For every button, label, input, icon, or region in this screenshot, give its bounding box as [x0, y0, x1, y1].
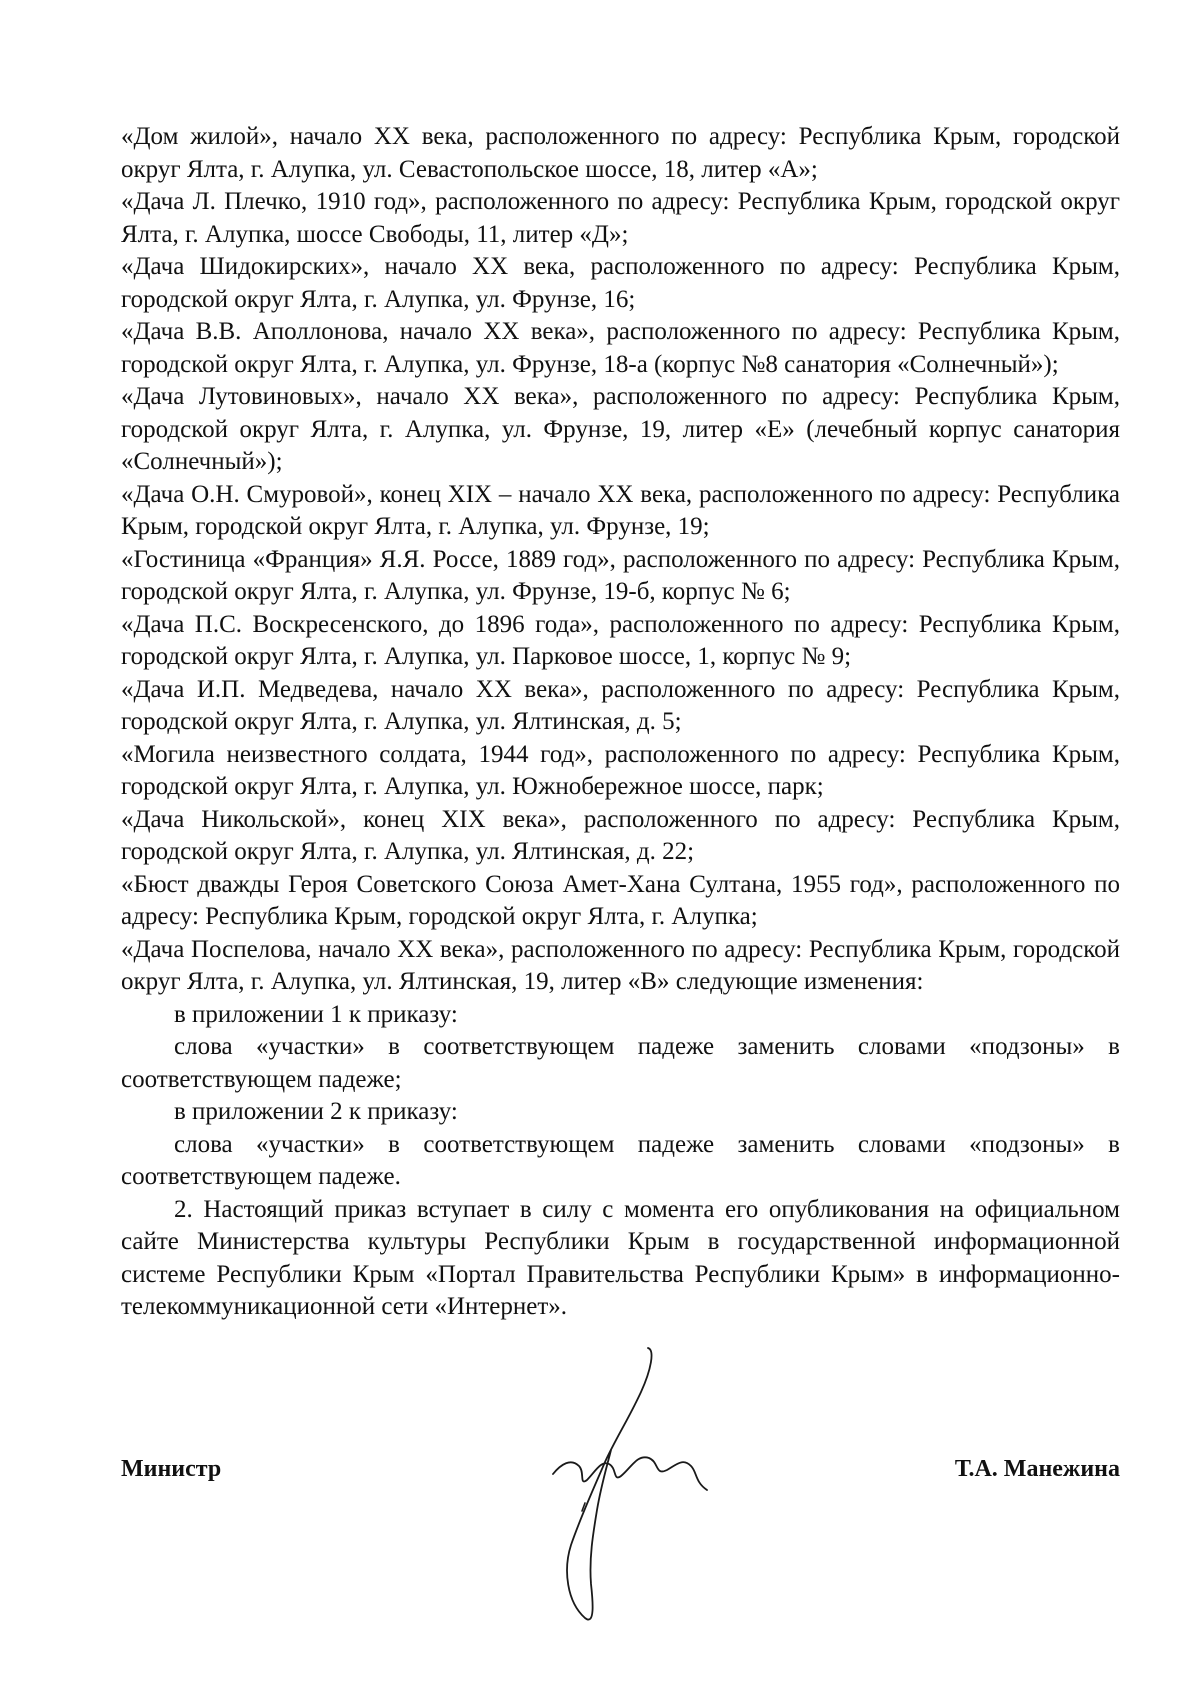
paragraph: «Гостиница «Франция» Я.Я. Россе, 1889 год», расположенного по адресу: Республика Крым, городской округ Ялта, г. Алупка, ул. Фрунзе, 19-б, корпус № 6; [121, 545, 1120, 605]
paragraph: «Дача Никольской», конец XIX века», расположенного по адресу: Республика Крым, городской округ Ялта, г. Алупка, ул. Ялтинская, д. 22; [121, 805, 1120, 865]
paragraph: в приложении 2 к приказу: [174, 1098, 458, 1125]
paragraph: «Дача И.П. Медведева, начало XX века», расположенного по адресу: Республика Крым, городской округ Ялта, г. Алупка, ул. Ялтинская, д. 5; [121, 675, 1120, 735]
signature-stroke-loop [553, 1457, 707, 1490]
paragraph: «Дача Лутовиновых», начало XX века», расположенного по адресу: Республика Крым, городской округ Ялта, г. Алупка, ул. Фрунзе, 19, литер «Е» (лечебный корпус санатория «Солнечный»); [121, 383, 1120, 475]
paragraph: «Дача Шидокирских», начало XX века, расположенного по адресу: Республика Крым, городской округ Ялта, г. Алупка, ул. Фрунзе, 16; [121, 253, 1120, 313]
paragraph: «Бюст дважды Героя Советского Союза Амет-Хана Султана, 1955 год», расположенного по адресу: Республика Крым, городской округ Ялта, г. Алупка; [121, 870, 1120, 930]
paragraph: слова «участки» в соответствующем падеже заменить словами «подзоны» в соответствующем падеже; [121, 1033, 1120, 1093]
paragraph: 2. Настоящий приказ вступает в силу с момента его опубликования на официальном сайте Министерства культуры Республики Крым в государственной информационной системе Республики Крым «Портал Правительства Республики Крым» в информационно-телекоммуникационной сети «Интернет». [121, 1195, 1120, 1320]
paragraph: «Дача П.С. Воскресенского, до 1896 года», расположенного по адресу: Республика Крым, городской округ Ялта, г. Алупка, ул. Парковое шоссе, 1, корпус № 9; [121, 610, 1120, 670]
paragraph: в приложении 1 к приказу: [174, 1000, 458, 1028]
paragraph: «Дача О.Н. Смуровой», конец XIX – начало XX века, расположенного по адресу: Республика Крым, городской округ Ялта, г. Алупка, ул. Фрунзе, 19; [121, 480, 1120, 540]
handwritten-signature [545, 1340, 735, 1640]
paragraph: «Дача Л. Плечко, 1910 год», расположенного по адресу: Республика Крым, городской округ Ялта, г. Алупка, шоссе Свободы, 11, литер «Д»; [121, 188, 1120, 248]
document-body [121, 121, 1120, 1324]
paragraph: «Дом жилой», начало XX века, расположенного по адресу: Республика Крым, городской округ Ялта, г. Алупка, ул. Севастопольское шоссе, 18, литер «А»; [121, 123, 1120, 183]
signature-stroke-main [567, 1348, 651, 1620]
paragraph: «Могила неизвестного солдата, 1944 год», расположенного по адресу: Республика Крым, городской округ Ялта, г. Алупка, ул. Южнобережное шоссе, парк; [121, 740, 1120, 800]
paragraph: «Дача В.В. Аполлонова, начало XX века», расположенного по адресу: Республика Крым, городской округ Ялта, г. Алупка, ул. Фрунзе, 18-а (корпус №8 санатория «Солнечный»); [121, 318, 1120, 378]
paragraph: «Дача Поспелова, начало XX века», расположенного по адресу: Республика Крым, городской округ Ялта, г. Алупка, ул. Ялтинская, 19, литер «В» следующие изменения: [121, 935, 1120, 995]
signatory-title: Министр [121, 1456, 222, 1482]
paragraph: слова «участки» в соответствующем падеже заменить словами «подзоны» в соответствующем падеже. [121, 1130, 1120, 1190]
signatory-name: Т.А. Манежина [954, 1456, 1120, 1482]
